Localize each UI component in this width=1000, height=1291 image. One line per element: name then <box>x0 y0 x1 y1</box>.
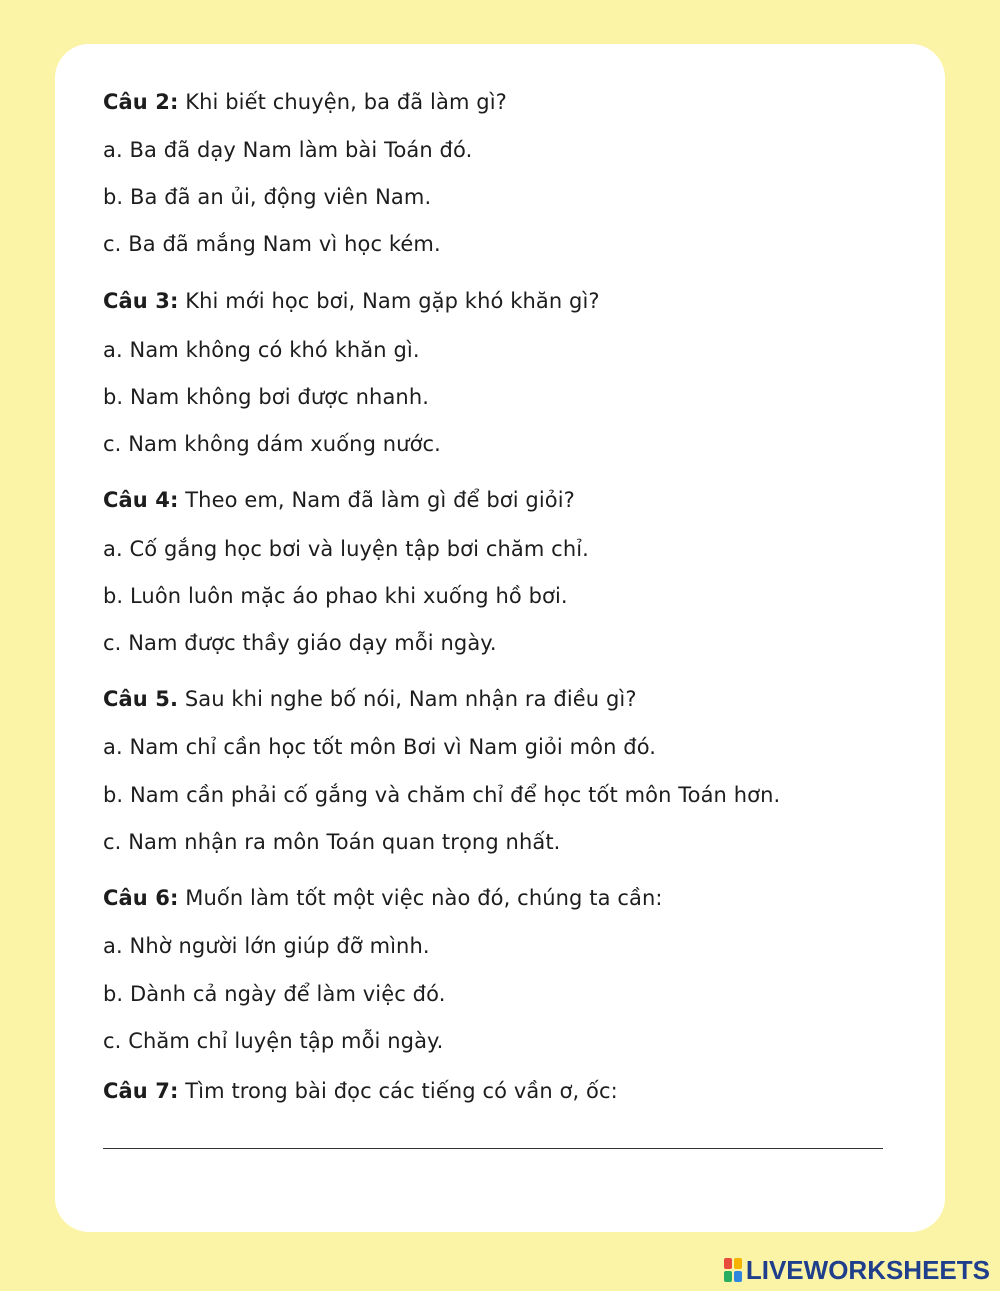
question-text: Muốn làm tốt một việc nào đó, chúng ta cần: <box>178 886 663 910</box>
question-2 <box>103 88 507 116</box>
question-text: Sau khi nghe bố nói, Nam nhận ra điều gì? <box>178 687 637 711</box>
option-4a[interactable]: a. Cố gắng học bơi và luyện tập bơi chăm chỉ. <box>103 537 589 561</box>
question-label: Câu 3: <box>103 289 179 313</box>
logo-icon <box>724 1258 742 1282</box>
question-label: Câu 5. <box>103 687 179 711</box>
logo-text: LIVEWORKSHEETS <box>745 1254 990 1285</box>
option-6a[interactable]: a. Nhờ người lớn giúp đỡ mình. <box>103 934 430 958</box>
question-text: Khi mới học bơi, Nam gặp khó khăn gì? <box>178 289 600 313</box>
question-label: Câu 7: <box>103 1079 179 1103</box>
option-6b[interactable]: b. Dành cả ngày để làm việc đó. <box>103 982 446 1006</box>
option-4b[interactable]: b. Luôn luôn mặc áo phao khi xuống hồ bơi. <box>103 584 568 608</box>
option-5a[interactable]: a. Nam chỉ cần học tốt môn Bơi vì Nam giỏi môn đó. <box>103 735 657 759</box>
question-4 <box>103 486 575 514</box>
answer-input-line[interactable] <box>103 1148 883 1149</box>
option-3c[interactable]: c. Nam không dám xuống nước. <box>103 432 441 456</box>
question-label: Câu 2: <box>103 90 179 114</box>
liveworksheets-logo <box>724 1255 990 1285</box>
question-3 <box>103 287 600 315</box>
option-2b[interactable]: b. Ba đã an ủi, động viên Nam. <box>103 185 432 209</box>
option-3a[interactable]: a. Nam không có khó khăn gì. <box>103 338 420 362</box>
option-5b[interactable]: b. Nam cần phải cố gắng và chăm chỉ để học tốt môn Toán hơn. <box>103 783 781 807</box>
option-6c[interactable]: c. Chăm chỉ luyện tập mỗi ngày. <box>103 1029 444 1053</box>
question-label: Câu 4: <box>103 488 179 512</box>
question-label: Câu 6: <box>103 886 179 910</box>
question-text: Tìm trong bài đọc các tiếng có vần ơ, ốc: <box>178 1079 618 1103</box>
question-text: Khi biết chuyện, ba đã làm gì? <box>178 90 507 114</box>
question-7 <box>103 1077 618 1105</box>
option-5c[interactable]: c. Nam nhận ra môn Toán quan trọng nhất. <box>103 830 561 854</box>
question-text: Theo em, Nam đã làm gì để bơi giỏi? <box>178 488 575 512</box>
question-6 <box>103 884 663 912</box>
option-2c[interactable]: c. Ba đã mắng Nam vì học kém. <box>103 232 441 256</box>
option-4c[interactable]: c. Nam được thầy giáo dạy mỗi ngày. <box>103 631 497 655</box>
question-5 <box>103 685 637 713</box>
option-3b[interactable]: b. Nam không bơi được nhanh. <box>103 385 430 409</box>
option-2a[interactable]: a. Ba đã dạy Nam làm bài Toán đó. <box>103 138 473 162</box>
